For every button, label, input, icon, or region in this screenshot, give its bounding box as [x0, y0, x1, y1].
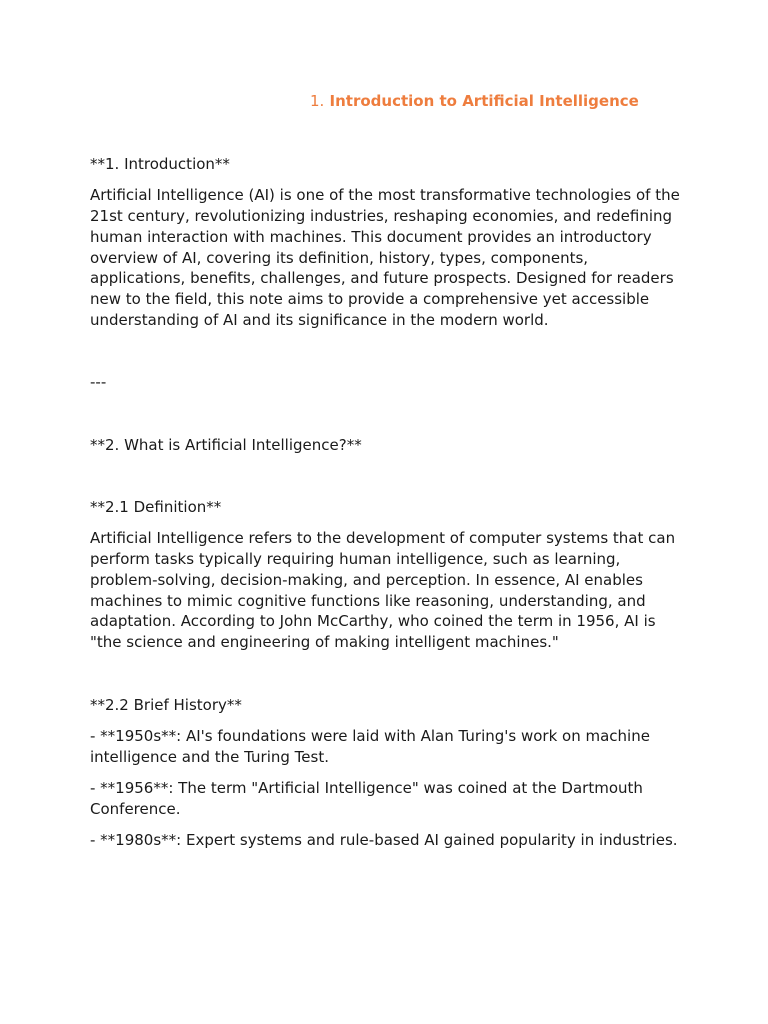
- history-list-item: - **1956**: The term "Artificial Intelligence" was coined at the Dartmouth Conference.: [90, 778, 643, 818]
- introduction-paragraph: Artificial Intelligence (AI) is one of the most transformative technologies of the 21st century, revolutionizing industries, reshaping economies, and redefining human interaction with machines. This document provides an introductory overview of AI, covering its definition, history, types, components, applications, benefits, challenges, and future prospects. Designed for readers new to the field, this note aims to provide a comprehensive yet accessible understanding of AI and its significance in the modern world.: [90, 186, 680, 330]
- section-heading-introduction: **1. Introduction**: [90, 155, 230, 173]
- section-heading-definition: **2.1 Definition**: [90, 497, 222, 516]
- history-list-item: - **1980s**: Expert systems and rule-based AI gained popularity in industries.: [90, 831, 678, 850]
- history-list-item: - **1950s**: AI's foundations were laid with Alan Turing's work on machine intelligence and the Turing Test.: [90, 726, 650, 766]
- section-heading-what-is-ai: **2. What is Artificial Intelligence?**: [90, 435, 362, 454]
- section-divider: ---: [90, 373, 107, 392]
- document-title-number: 1.: [310, 92, 325, 110]
- definition-paragraph: Artificial Intelligence refers to the development of computer systems that can perform tasks typically requiring human intelligence, such as learning, problem-solving, decision-making, and perception. In essence, AI enables machines to mimic cognitive functions like reasoning, understanding, and adaptation. According to John McCarthy, who coined the term in 1956, AI is "the science and engineering of making intelligent machines.": [90, 529, 676, 652]
- document-title: [310, 91, 639, 111]
- section-heading-brief-history: **2.2 Brief History**: [90, 695, 242, 714]
- document-title-text: Introduction to Artificial Intelligence: [329, 92, 639, 110]
- document-body: [90, 154, 680, 851]
